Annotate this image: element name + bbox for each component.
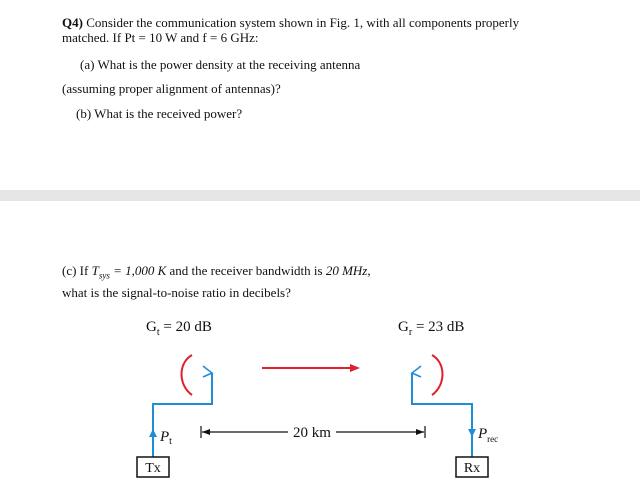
rx-gain-label: $G_r = 23$ dB bbox=[398, 319, 465, 338]
distance-label: 20 km bbox=[293, 425, 331, 441]
link-diagram bbox=[0, 201, 640, 491]
part-b: (b) What is the received power? bbox=[76, 106, 243, 121]
tsys-symbol: T bbox=[91, 263, 99, 278]
signal-arrow-head-icon bbox=[350, 364, 360, 372]
part-a-line1: (a) What is the power density at the receiving antenna bbox=[80, 57, 361, 72]
tx-antenna-dish-icon bbox=[182, 355, 193, 395]
tx-wire-arrow-icon bbox=[149, 429, 157, 437]
bandwidth-value: 20 MHz bbox=[325, 263, 368, 278]
rx-antenna-feed-icon bbox=[412, 366, 421, 377]
question-intro-line2: matched. If Pt = 10 W and f = 6 GHz: bbox=[62, 30, 259, 45]
part-c-line1: (c) If $T_{sys} = 1,000$ K and the receiver bandwidth is 20 MHz, bbox=[62, 263, 371, 281]
part-a-line2: (assuming proper alignment of antennas)? bbox=[62, 81, 281, 96]
distance-arrow-left-icon bbox=[202, 429, 210, 435]
question-card-bottom bbox=[0, 201, 640, 491]
pt-label: $P_t$ bbox=[160, 429, 172, 447]
rx-box-label: Rx bbox=[463, 461, 481, 476]
question-number: Q4) bbox=[62, 15, 83, 30]
distance-arrow-right-icon bbox=[416, 429, 424, 435]
tx-box-label: Tx bbox=[145, 461, 161, 476]
part-c-line2: what is the signal-to-noise ratio in decibels? bbox=[62, 285, 291, 300]
rx-wire bbox=[412, 373, 472, 457]
rx-wire-arrow-icon bbox=[468, 429, 476, 437]
rx-antenna-dish-icon bbox=[432, 355, 443, 395]
question-card-top bbox=[0, 0, 640, 190]
tx-antenna-feed-icon bbox=[203, 366, 212, 377]
question-intro-line1: Q4) Consider the communication system shown in Fig. 1, with all components properly bbox=[62, 15, 520, 30]
tsys-subscript: sys bbox=[98, 270, 110, 281]
tx-gain-label: $G_t = 20$ dB bbox=[146, 319, 212, 338]
tsys-value: = 1,000 K bbox=[109, 263, 167, 278]
prec-label: $P_{rec}$ bbox=[478, 426, 499, 444]
